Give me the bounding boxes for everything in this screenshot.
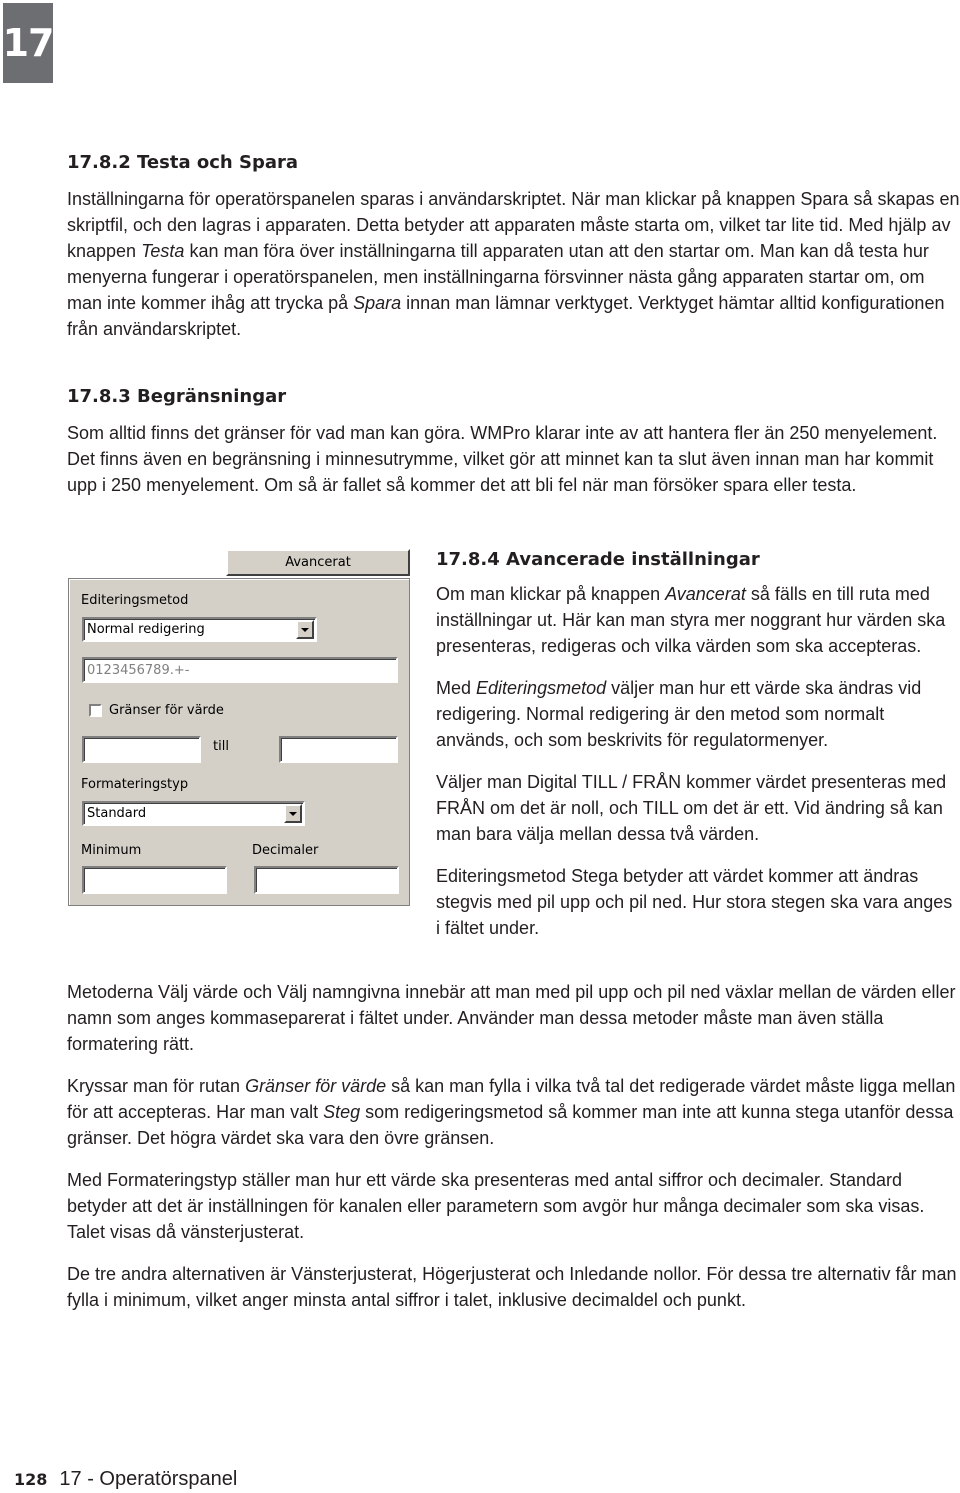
formateringstyp-value: Standard xyxy=(87,806,147,821)
minimum-field[interactable] xyxy=(82,866,227,894)
allowed-characters-value: 0123456789.+- xyxy=(87,662,190,678)
section-begransningar xyxy=(67,384,960,498)
chevron-down-icon[interactable] xyxy=(284,804,302,823)
editeringsmetod-select[interactable] xyxy=(82,617,317,642)
section-avancerade-installningar xyxy=(436,547,960,957)
chevron-down-icon[interactable] xyxy=(296,620,314,639)
paragraph-alternativ: De tre andra alternativen är Vänsterjusterat, Högerjusterat och Inledande nollor. För dessa tre alternativ får man fylla i minimum, vilket anger minsta antal siffror i talet, inklusive decimaldel och punkt. xyxy=(67,1264,957,1310)
heading-avancerade-installningar: 17.8.4 Avancerade inställningar xyxy=(436,549,760,570)
granser-min-field[interactable] xyxy=(82,736,201,763)
advanced-settings-panel xyxy=(68,578,410,906)
granser-max-field[interactable] xyxy=(279,736,398,763)
paragraph-editeringsmetod: Med Editeringsmetod väljer man hur ett värde ska ändras vid redigering. Normal redigering är den metod som normalt används, och som beskrivits för regulatormenyer. xyxy=(436,678,922,750)
page-footer xyxy=(14,1468,237,1491)
minimum-label: Minimum xyxy=(81,843,142,858)
paragraph-formateringstyp: Med Formateringstyp ställer man hur ett värde ska presenteras med antal siffror och decimaler. Standard betyder att det är inställningen för kanalen eller parametern som avgör hur många decimaler som ska visas. Talet visas då vänsterjusterat. xyxy=(67,1170,925,1242)
allowed-characters-field[interactable] xyxy=(82,657,398,683)
chapter-tab: 17 xyxy=(3,3,53,83)
formateringstyp-label: Formateringstyp xyxy=(81,777,189,792)
avancerat-button[interactable]: Avancerat xyxy=(226,549,410,576)
granser-for-varde-checkbox[interactable] xyxy=(89,704,102,717)
heading-begransningar: 17.8.3 Begränsningar xyxy=(67,386,287,407)
section-testa-och-spara xyxy=(67,150,960,342)
paragraph-avancerat: Om man klickar på knappen Avancerat så fälls en till ruta med inställningar ut. Här kan man styra mer noggrant hur värden ska presenteras, redigeras och vilka värden som ska accepteras. xyxy=(436,584,946,656)
heading-testa-och-spara: 17.8.2 Testa och Spara xyxy=(67,152,299,173)
paragraph-testa-och-spara: Inställningarna för operatörspanelen sparas i användarskriptet. När man klickar på knappen Spara så skapas en skriptfil, och den lagras i apparaten. Detta betyder att apparaten måste starta om, vilket tar lite tid. Med hjälp av knappen Testa kan man föra över inställningarna till apparaten utan att den startar om. Man kan då testa hur menyerna fungerar i operatörspanelen, men inställningarna försvinner nästa gång apparaten startar om, om man inte kommer ihåg att trycka på Spara innan man lämnar verktyget. Verktyget hämtar alltid konfigurationen från användarskriptet. xyxy=(67,189,960,339)
advanced-settings-dialog xyxy=(68,549,411,907)
editeringsmetod-value: Normal redigering xyxy=(87,622,205,637)
footer-section: 17 - Operatörspanel xyxy=(59,1468,238,1490)
paragraph-stega: Editeringsmetod Stega betyder att värdet kommer att ändras stegvis med pil upp och pil ned. Hur stora stegen ska vara anges i fältet under. xyxy=(436,866,953,938)
formateringstyp-select[interactable] xyxy=(82,801,305,826)
section-avancerade-fortsattning xyxy=(67,979,960,1329)
decimaler-field[interactable] xyxy=(254,866,399,894)
decimaler-label: Decimaler xyxy=(252,843,319,858)
editeringsmetod-label: Editeringsmetod xyxy=(81,593,189,608)
paragraph-valj-varde: Metoderna Välj värde och Välj namngivna innebär att man med pil upp och pil ned växlar mellan de värden eller namn som anges kommaseparerat i fältet under. Använder man dessa metoder måste man även ställa formatering rätt. xyxy=(67,982,956,1054)
paragraph-granser: Kryssar man för rutan Gränser för värde så kan man fylla i vilka två tal det redigerade värdet måste ligga mellan för att accepteras. Har man valt Steg som redigeringsmetod så kommer man inte att kunna stega utanför dessa gränser. Det högra värdet ska vara den övre gränsen. xyxy=(67,1076,956,1148)
till-label: till xyxy=(213,739,229,754)
paragraph-begransningar: Som alltid finns det gränser för vad man kan göra. WMPro klarar inte av att hantera fler än 250 menyelement. Det finns även en begränsning i minnesutrymme, vilket gör att minnet kan ta slut även innan man har kommit upp i 250 menyelement. Om så är fallet så kommer det att bli fel när man försöker spara eller testa. xyxy=(67,423,938,495)
paragraph-digital-till-fran: Väljer man Digital TILL / FRÅN kommer värdet presenteras med FRÅN om det är noll, och TILL om det är ett. Vid ändring så kan man bara välja mellan dessa två värden. xyxy=(436,772,947,844)
granser-for-varde-label: Gränser för värde xyxy=(109,703,224,718)
page-number: 128 xyxy=(14,1470,48,1489)
